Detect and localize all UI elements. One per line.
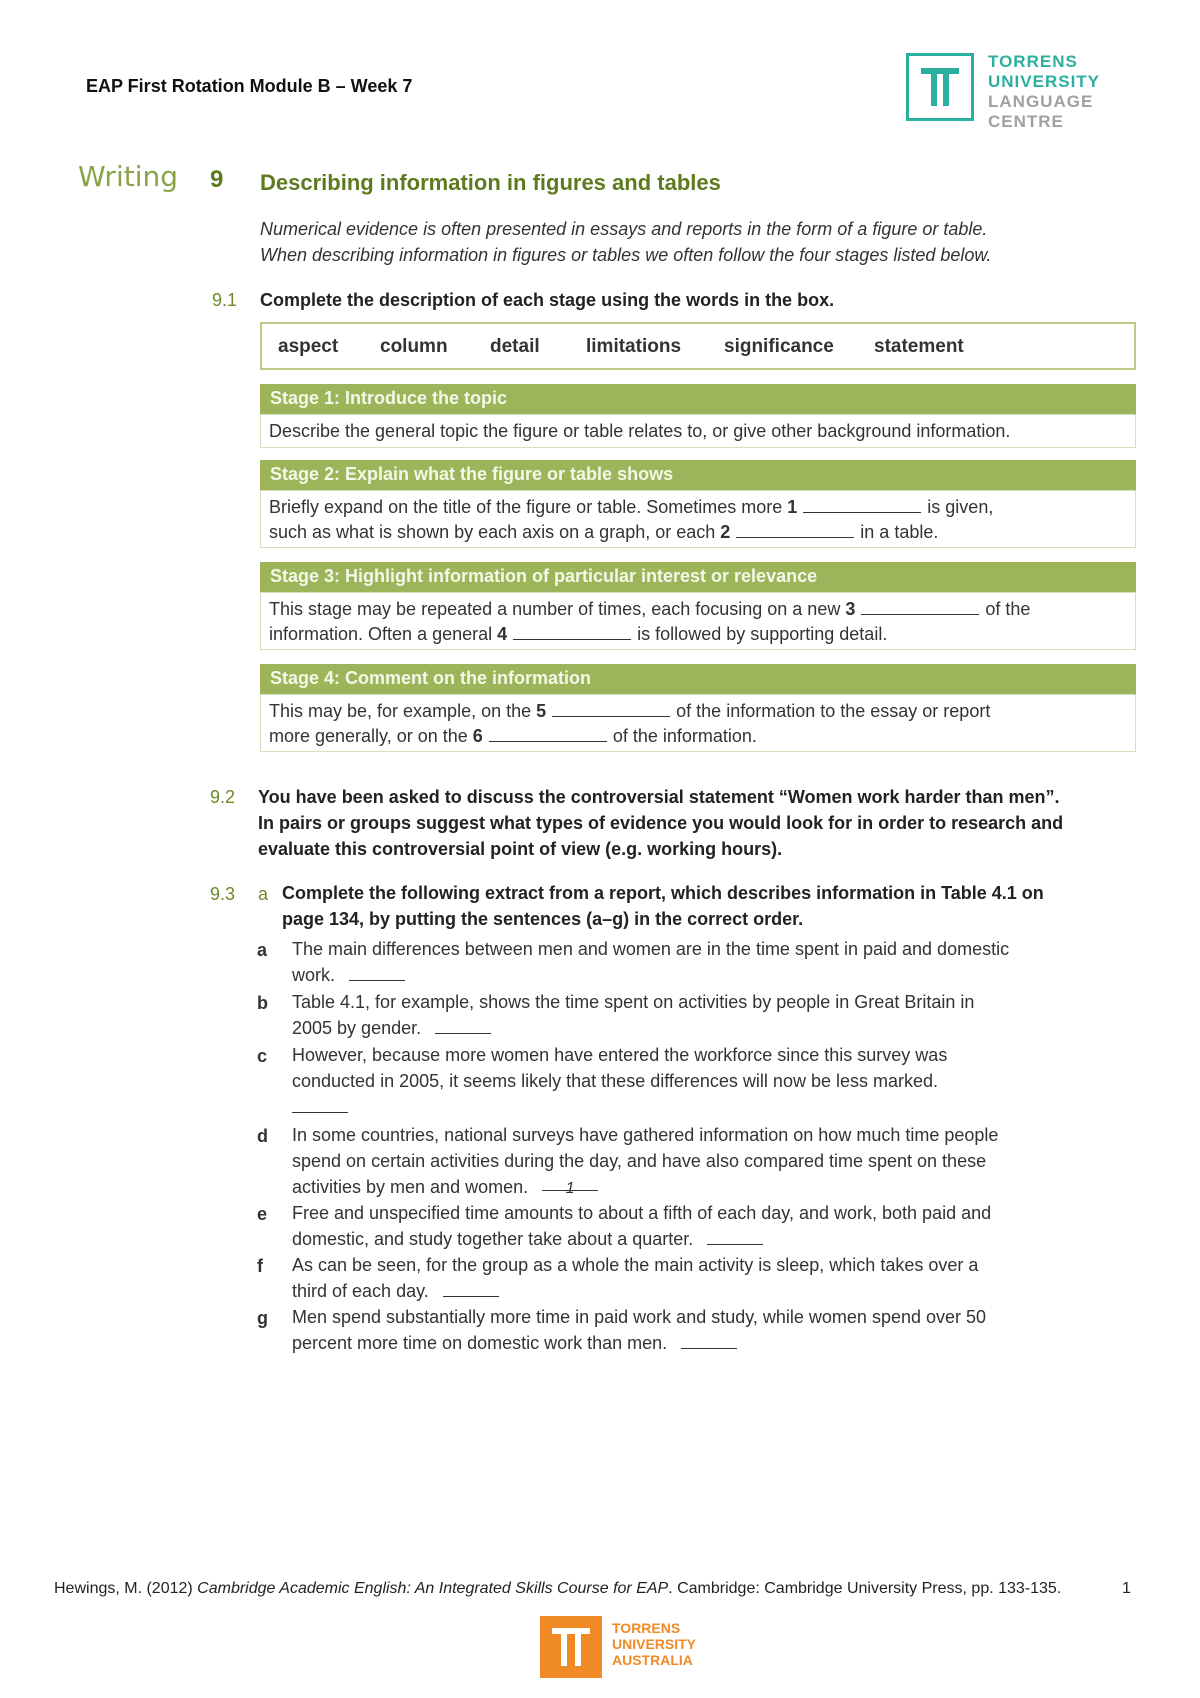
question-text <box>258 784 1138 862</box>
item-line: Table 4.1, for example, shows the time spent on activities by people in Great Britain in <box>292 992 975 1012</box>
logo-line: CENTRE <box>988 112 1064 131</box>
page-number: 1 <box>1122 1580 1131 1597</box>
stage-heading: Stage 3: Highlight information of particular interest or relevance <box>260 562 1136 592</box>
gap-blank <box>513 625 631 640</box>
section-number: 9 <box>210 166 224 193</box>
item-letter: a <box>257 940 268 960</box>
answer-blank[interactable] <box>681 1334 737 1349</box>
stage-text: of the <box>985 599 1031 619</box>
item-letter: e <box>257 1204 268 1224</box>
section-intro <box>260 216 1120 268</box>
citation-text: Hewings, M. (2012) <box>54 1580 198 1597</box>
stage-heading: Stage 2: Explain what the figure or table shows <box>260 460 1136 490</box>
logo-line: TORRENS <box>988 52 1078 71</box>
gap-blank <box>803 498 921 513</box>
word-item: detail <box>490 336 540 357</box>
gap-number: 6 <box>472 726 483 746</box>
stage-line <box>269 622 1127 647</box>
stage-text: of the information. <box>612 726 757 746</box>
word-item: limitations <box>586 336 682 357</box>
question-number: 9.1 <box>212 290 238 310</box>
gap-blank <box>552 702 670 717</box>
stage-text: Describe the general topic the figure or table relates to, or give other background information. <box>269 421 1011 441</box>
item-line: work. <box>292 965 336 985</box>
torrens-university-australia-logo-icon <box>540 1616 602 1678</box>
item-line: 2005 by gender. <box>292 1018 422 1038</box>
stage-heading: Stage 1: Introduce the topic <box>260 384 1136 414</box>
logo-line: LANGUAGE <box>988 92 1094 111</box>
stage-body <box>260 414 1136 448</box>
intro-line: Numerical evidence is often presented in essays and reports in the form of a figure or table. <box>260 219 988 239</box>
item-line: The main differences between men and women are in the time spent in paid and domestic <box>292 939 1010 959</box>
item-line: However, because more women have entered the workforce since this survey was <box>292 1045 948 1065</box>
list-item <box>292 1252 1142 1304</box>
stage-text: of the information to the essay or report <box>676 701 991 721</box>
stage-line <box>269 520 1127 545</box>
question-text <box>282 880 1132 932</box>
footer-citation <box>54 1580 1061 1598</box>
item-letter: f <box>257 1256 263 1276</box>
stage-line <box>269 724 1127 749</box>
answer-blank[interactable] <box>707 1230 763 1245</box>
logo-wordmark <box>988 52 1100 132</box>
list-item <box>292 1122 1142 1200</box>
logo-line: UNIVERSITY <box>612 1636 697 1652</box>
stage-body <box>260 490 1136 548</box>
word-item: statement <box>874 336 964 357</box>
stage-text: in a table. <box>860 522 939 542</box>
question-number: 9.2 <box>210 787 236 807</box>
gap-blank <box>489 727 607 742</box>
stage-text: This may be, for example, on the <box>269 701 532 721</box>
intro-line: When describing information in figures or tables we often follow the four stages listed below. <box>260 245 992 265</box>
item-line: conducted in 2005, it seems likely that these differences will now be less marked. <box>292 1071 939 1091</box>
item-line: percent more time on domestic work than men. <box>292 1333 668 1353</box>
logo-line: UNIVERSITY <box>988 72 1101 91</box>
word-item: aspect <box>278 336 339 357</box>
answer-blank[interactable] <box>443 1282 499 1297</box>
stage-body <box>260 694 1136 752</box>
citation-text: . Cambridge: Cambridge University Press, pp. 133-135. <box>668 1580 1062 1597</box>
stage-line <box>269 699 1127 724</box>
answer-blank[interactable] <box>292 1098 348 1113</box>
gap-blank <box>736 523 854 538</box>
item-letter: c <box>257 1046 268 1066</box>
item-line: Men spend substantially more time in paid work and study, while women spend over 50 <box>292 1307 987 1327</box>
item-letter: d <box>257 1126 268 1146</box>
item-line: In some countries, national surveys have gathered information on how much time people <box>292 1125 999 1145</box>
question-line: evaluate this controversial point of view (e.g. working hours). <box>258 839 783 859</box>
item-letter: g <box>257 1308 268 1328</box>
list-item <box>292 1200 1142 1252</box>
stage-text: information. Often a general <box>269 624 493 644</box>
item-line: third of each day. <box>292 1281 429 1301</box>
answer-blank[interactable] <box>435 1019 491 1034</box>
gap-number: 1 <box>787 497 798 517</box>
stage-text: This stage may be repeated a number of times, each focusing on a new <box>269 599 841 619</box>
page-header-title: EAP First Rotation Module B – Week 7 <box>86 76 413 96</box>
question-number: 9.3 <box>210 884 236 904</box>
question-sub-letter: a <box>258 884 269 904</box>
word-box <box>260 322 1136 370</box>
logo-line: TORRENS <box>612 1620 681 1636</box>
gap-number: 4 <box>497 624 508 644</box>
stage-text: more generally, or on the <box>269 726 468 746</box>
stage-text: is given, <box>927 497 994 517</box>
gap-number: 3 <box>845 599 856 619</box>
section-title: Describing information in figures and tables <box>260 170 721 195</box>
word-item: significance <box>724 336 834 357</box>
stage-line <box>269 597 1127 622</box>
list-item <box>292 936 1142 988</box>
item-line: Free and unspecified time amounts to about a fifth of each day, and work, both paid and <box>292 1203 992 1223</box>
item-letter: b <box>257 993 268 1013</box>
item-line: domestic, and study together take about a quarter. <box>292 1229 694 1249</box>
answer-blank[interactable] <box>349 966 405 981</box>
logo-line: AUSTRALIA <box>612 1652 693 1668</box>
item-line: activities by men and women. <box>292 1177 529 1197</box>
answer-blank[interactable]: 1 <box>542 1176 598 1191</box>
question-instruction: Complete the description of each stage using the words in the box. <box>260 290 835 310</box>
question-line: page 134, by putting the sentences (a–g) in the correct order. <box>282 909 804 929</box>
word-item: column <box>380 336 448 357</box>
list-item <box>292 1042 1142 1120</box>
list-item <box>292 989 1142 1041</box>
question-line: You have been asked to discuss the controversial statement “Women work harder than men”. <box>258 787 1060 807</box>
stage-heading: Stage 4: Comment on the information <box>260 664 1136 694</box>
gap-number: 2 <box>720 522 731 542</box>
stage-line <box>269 495 1127 520</box>
stage-text: Briefly expand on the title of the figure or table. Sometimes more <box>269 497 783 517</box>
gap-number: 5 <box>536 701 547 721</box>
torrens-language-centre-logo-icon <box>906 53 974 121</box>
list-item <box>292 1304 1142 1356</box>
gap-blank <box>861 600 979 615</box>
citation-title: Cambridge Academic English: An Integrated Skills Course for EAP <box>197 1580 669 1597</box>
item-line: spend on certain activities during the day, and have also compared time spent on these <box>292 1151 987 1171</box>
section-label: Writing <box>78 160 178 193</box>
question-line: In pairs or groups suggest what types of evidence you would look for in order to research and <box>258 813 1064 833</box>
footer-logo-wordmark <box>612 1620 696 1668</box>
item-line: As can be seen, for the group as a whole the main activity is sleep, which takes over a <box>292 1255 979 1275</box>
stage-text: such as what is shown by each axis on a graph, or each <box>269 522 716 542</box>
stage-text: is followed by supporting detail. <box>637 624 888 644</box>
question-line: Complete the following extract from a report, which describes information in Table 4.1 on <box>282 883 1044 903</box>
stage-body <box>260 592 1136 650</box>
